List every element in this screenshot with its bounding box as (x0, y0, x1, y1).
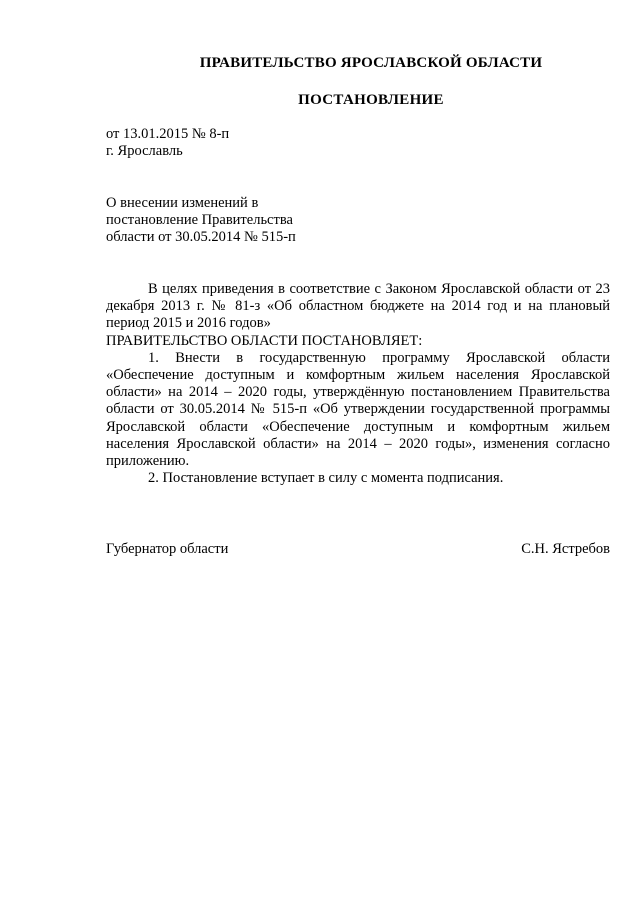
city: г. Ярославль (106, 143, 183, 160)
item-2-paragraph: 2. Постановление вступает в силу с момента подписания. (148, 470, 504, 487)
government-title: ПРАВИТЕЛЬСТВО ЯРОСЛАВСКОЙ ОБЛАСТИ (199, 55, 543, 71)
document-subject (106, 195, 296, 247)
document-type-title: ПОСТАНОВЛЕНИЕ (298, 92, 444, 108)
signature-block (106, 541, 610, 558)
subject-line: О внесении изменений в (106, 195, 259, 211)
signatory-position: Губернатор области (106, 541, 229, 557)
item-1-paragraph: 1. Внести в государственную программу Ярославской области «Обеспечение доступным и комфортным жильем населения Ярославской области» на 2014 – 2020 годы, утверждённую постановлением Правительства области от 30.05.2014 № 515-п «Об утверждении государственной программы Ярославской области «Обеспечение доступным и комфортным жильем населения Ярославской области» на 2014 – 2020 годы», изменения согласно приложению. (106, 349, 610, 470)
document-body (106, 281, 610, 487)
document-meta (106, 126, 229, 160)
preamble-paragraph: В целях приведения в соответствие с Законом Ярославской области от 23 декабря 2013 г. № 81-з «Об областном бюджете на 2014 год и на плановый период 2015 и 2016 годов» (106, 281, 610, 332)
subject-line: постановление Правительства (106, 212, 293, 229)
resolves-statement: ПРАВИТЕЛЬСТВО ОБЛАСТИ ПОСТАНОВЛЯЕТ: (106, 332, 423, 349)
signatory-name: С.Н. Ястребов (521, 541, 610, 557)
subject-line: области от 30.05.2014 № 515-п (106, 229, 296, 246)
date-number: от 13.01.2015 № 8-п (106, 126, 230, 142)
